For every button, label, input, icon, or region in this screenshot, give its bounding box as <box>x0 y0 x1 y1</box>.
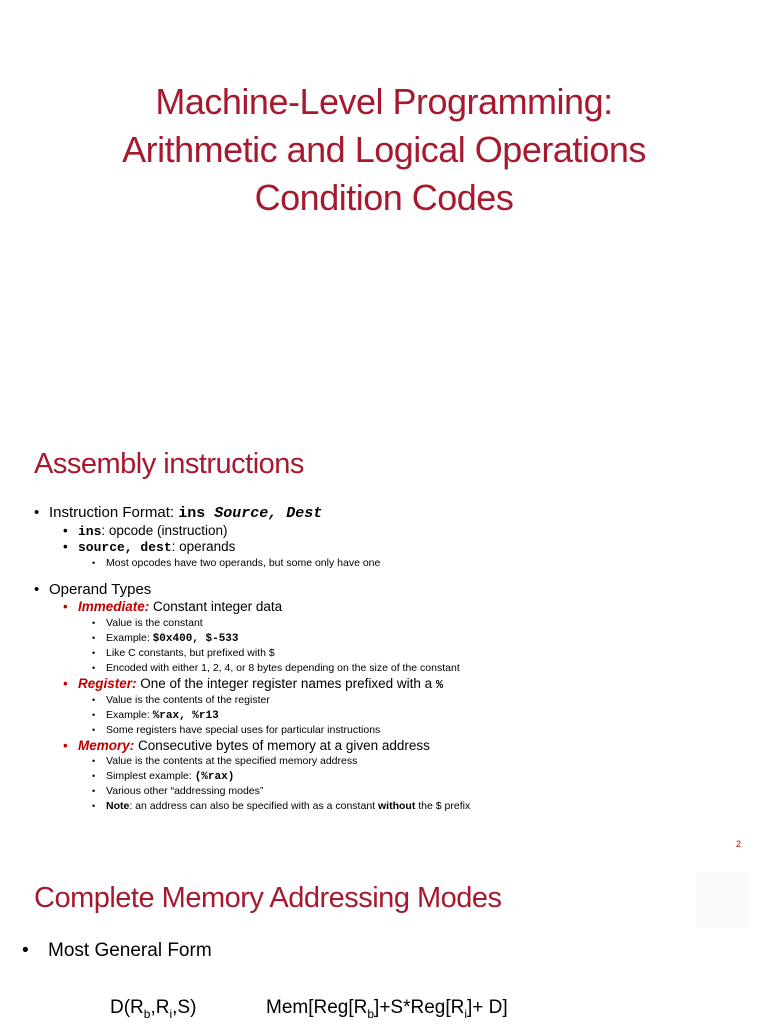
memory-desc: Consecutive bytes of memory at a given address <box>134 738 430 753</box>
memory-example-code: (%rax) <box>194 771 235 783</box>
format-operands-code: Source, Dest <box>214 505 323 522</box>
memory-label: Memory: <box>78 738 135 753</box>
ins-code: ins <box>78 524 102 539</box>
slide2-title: Assembly instructions <box>34 448 304 480</box>
immediate-example-code: $0x400, $-533 <box>152 633 239 645</box>
formula-left: $D(R_b,R_i,S)$ <box>110 997 197 1021</box>
register-desc: One of the integer register names prefixed with a <box>136 676 436 691</box>
immediate-label: Immediate: <box>78 599 150 614</box>
register-label: Register: <box>78 676 137 691</box>
operands-desc: : operands <box>171 539 236 554</box>
bullet-dot: • <box>22 940 29 961</box>
bullet-dot: • <box>63 599 68 614</box>
bullet-dot: • <box>63 539 68 554</box>
bullet-dot: • <box>92 558 96 568</box>
operands-code: source, dest <box>78 540 172 555</box>
bullet-dot: • <box>34 581 40 598</box>
formula-right: $Mem[Reg[R_b]+S*Reg[R_i]+ D]$ <box>266 997 508 1021</box>
bullet-general-form: • Most General Form <box>22 940 212 961</box>
bullet-dot: • <box>63 676 68 691</box>
title-line: Arithmetic and Logical Operations <box>122 129 646 170</box>
register-example-code: %rax, %r13 <box>152 710 219 722</box>
faint-box <box>696 872 748 928</box>
title-line: Machine-Level Programming: <box>155 81 613 122</box>
bullet-dot: • <box>34 504 40 521</box>
title-line: Condition Codes <box>254 177 514 218</box>
immediate-desc: Constant integer data <box>149 599 283 614</box>
bullet-dot: • <box>63 523 68 538</box>
format-ins-code: ins <box>178 505 215 522</box>
format-label: Instruction Format: <box>49 504 179 521</box>
page-number: 2 <box>736 839 742 849</box>
slide3-title: Complete Memory Addressing Modes <box>34 882 502 914</box>
ins-desc: : opcode (instruction) <box>101 523 228 538</box>
bullet-dot: • <box>63 738 68 753</box>
slide1-title <box>0 78 768 222</box>
